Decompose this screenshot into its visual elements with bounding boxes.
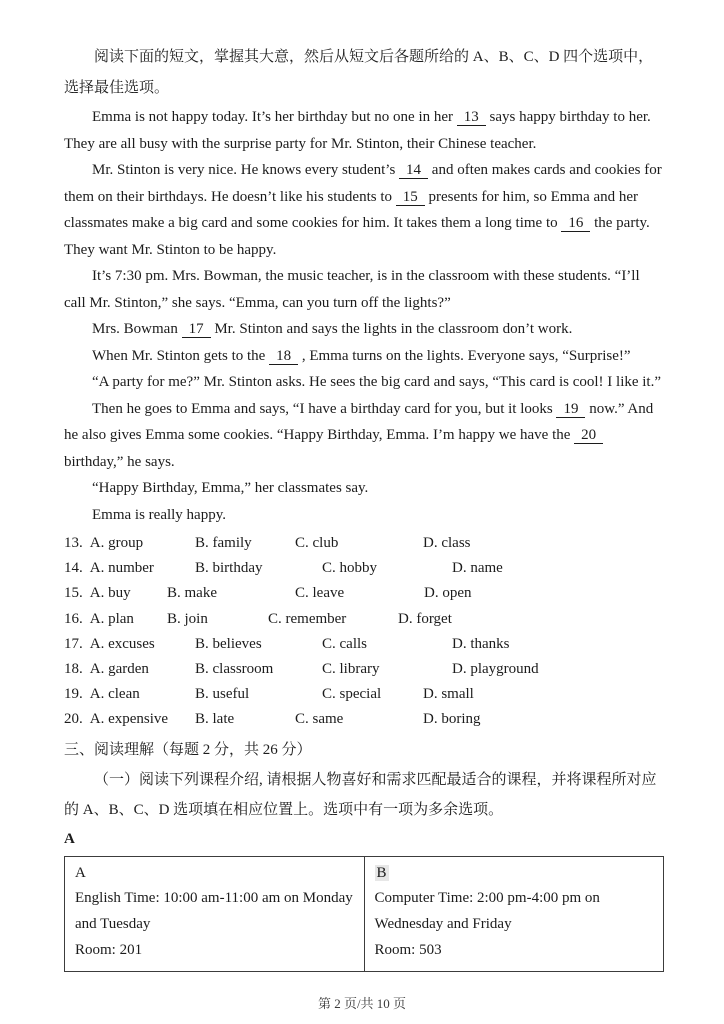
passage-paragraph: Mrs. Bowman 17 Mr. Stinton and says the lights in the classroom don’t work. bbox=[92, 321, 573, 337]
course-line: Computer Time: 2:00 pm-4:00 pm on bbox=[374, 889, 600, 906]
course-label-b: B bbox=[376, 864, 387, 881]
option-c: C. calls bbox=[322, 635, 367, 652]
course-line: Room: 201 bbox=[75, 941, 143, 958]
option-c: C. hobby bbox=[322, 560, 378, 577]
passage-paragraph: Then he goes to Emma and says, “I have a birthday card for you, but it looks 19 now.” And he also gives Emma some cookies. “Happy Birthday, Emma. I’m happy we have the 20 birthday,” he says. bbox=[64, 400, 654, 470]
question-number: 20. bbox=[64, 711, 83, 728]
option-b: B. believes bbox=[195, 635, 262, 652]
passage-paragraph: “A party for me?” Mr. Stinton asks. He sees the big card and says, “This card is cool! I like it.” bbox=[92, 374, 662, 390]
options-row-13 bbox=[64, 531, 664, 556]
option-a: 19. A. clean bbox=[64, 686, 140, 703]
option-b: B. birthday bbox=[195, 560, 263, 577]
course-line: and Tuesday bbox=[75, 915, 151, 932]
options-row-15 bbox=[64, 581, 664, 606]
part1-intro: （一）阅读下列课程介绍, 请根据人物喜好和需求匹配最适合的课程，并将课程所对应的 A、B、C、D 选项填在相应位置上。选项中有一项为多余选项。 bbox=[64, 771, 657, 818]
option-d: D. class bbox=[423, 535, 471, 551]
option-a: 18. A. garden bbox=[64, 661, 149, 678]
option-a: 13. A. group bbox=[64, 535, 144, 551]
question-number: 19. bbox=[64, 686, 83, 703]
course-line: Room: 503 bbox=[374, 941, 442, 958]
blank-15: 15 bbox=[396, 189, 425, 206]
table-row bbox=[65, 856, 664, 971]
blank-17: 17 bbox=[182, 321, 211, 338]
cloze-instructions: 阅读下面的短文，掌握其大意，然后从短文后各题所给的 A、B、C、D 四个选项中，选择最佳选项。 bbox=[64, 49, 654, 96]
option-d: D. name bbox=[452, 560, 503, 577]
blank-14: 14 bbox=[399, 162, 428, 179]
option-a: 17. A. excuses bbox=[64, 635, 155, 652]
cloze-options-list bbox=[64, 531, 664, 733]
option-b: B. make bbox=[167, 585, 217, 602]
blank-13: 13 bbox=[457, 109, 486, 126]
option-a: 20. A. expensive bbox=[64, 711, 169, 728]
option-b: B. useful bbox=[195, 686, 250, 703]
course-table-label: A bbox=[64, 830, 75, 847]
passage-paragraph: It’s 7:30 pm. Mrs. Bowman, the music teacher, is in the classroom with these students. “I’ll call Mr. Stinton,” she says. “Emma, can you turn off the lights?” bbox=[64, 268, 640, 311]
option-d: D. small bbox=[423, 686, 474, 703]
option-a: 15. A. buy bbox=[64, 585, 131, 602]
passage-paragraph: Emma is really happy. bbox=[92, 506, 226, 523]
option-b: B. classroom bbox=[195, 661, 274, 678]
blank-18: 18 bbox=[269, 348, 298, 365]
question-number: 16. bbox=[64, 610, 83, 627]
section-heading: 三、阅读理解（每题 2 分，共 26 分） bbox=[64, 741, 312, 758]
options-row-18 bbox=[64, 657, 664, 682]
passage-paragraph: Emma is not happy today. It’s her birthday but no one in her 13 says happy birthday to her. They are all busy with the surprise party for Mr. Stinton, their Chinese teacher. bbox=[64, 109, 651, 152]
options-row-17 bbox=[64, 632, 664, 657]
option-c: C. club bbox=[295, 535, 339, 551]
cloze-passage bbox=[64, 104, 664, 528]
option-b: B. late bbox=[195, 711, 235, 728]
course-cell-b bbox=[364, 856, 664, 971]
course-line: Wednesday and Friday bbox=[374, 915, 512, 932]
option-d: D. open bbox=[424, 585, 472, 602]
page-footer: 第 2 页/共 10 页 bbox=[317, 996, 407, 1011]
option-b: B. family bbox=[195, 535, 252, 551]
blank-19: 19 bbox=[556, 401, 585, 418]
passage-paragraph: Mr. Stinton is very nice. He knows every student’s 14 and often makes cards and cookies for them on their birthdays. He doesn’t like his students to 15 presents for him, so Emma and her classmates make a big card and some cookies for him. It takes them a long time to 16 the party. They want Mr. Stinton to be happy. bbox=[64, 162, 662, 258]
course-line: English Time: 10:00 am-11:00 am on Monday bbox=[75, 889, 353, 906]
option-a: 16. A. plan bbox=[64, 610, 134, 627]
course-cell-a bbox=[65, 856, 365, 971]
option-c: C. same bbox=[295, 711, 344, 728]
question-number: 14. bbox=[64, 560, 83, 577]
question-number: 13. bbox=[64, 535, 83, 551]
option-b: B. join bbox=[167, 610, 208, 627]
option-a: 14. A. number bbox=[64, 560, 154, 577]
options-row-16 bbox=[64, 607, 664, 632]
option-c: C. leave bbox=[295, 585, 345, 602]
blank-20: 20 bbox=[574, 427, 603, 444]
option-c: C. library bbox=[322, 661, 380, 678]
option-d: D. thanks bbox=[452, 635, 510, 652]
options-row-14 bbox=[64, 556, 664, 581]
option-d: D. forget bbox=[398, 610, 452, 627]
passage-paragraph: “Happy Birthday, Emma,” her classmates say. bbox=[92, 480, 369, 496]
course-table bbox=[64, 856, 664, 972]
question-number: 17. bbox=[64, 635, 83, 652]
options-row-19 bbox=[64, 682, 664, 707]
passage-paragraph: When Mr. Stinton gets to the 18 , Emma turns on the lights. Everyone says, “Surprise!” bbox=[92, 347, 631, 364]
option-c: C. special bbox=[322, 686, 382, 703]
question-number: 15. bbox=[64, 585, 83, 602]
question-number: 18. bbox=[64, 661, 83, 678]
blank-16: 16 bbox=[561, 215, 590, 232]
options-row-20 bbox=[64, 707, 664, 732]
option-d: D. playground bbox=[452, 661, 539, 678]
course-label-a: A bbox=[75, 864, 86, 881]
option-c: C. remember bbox=[268, 610, 347, 627]
option-d: D. boring bbox=[423, 711, 481, 728]
